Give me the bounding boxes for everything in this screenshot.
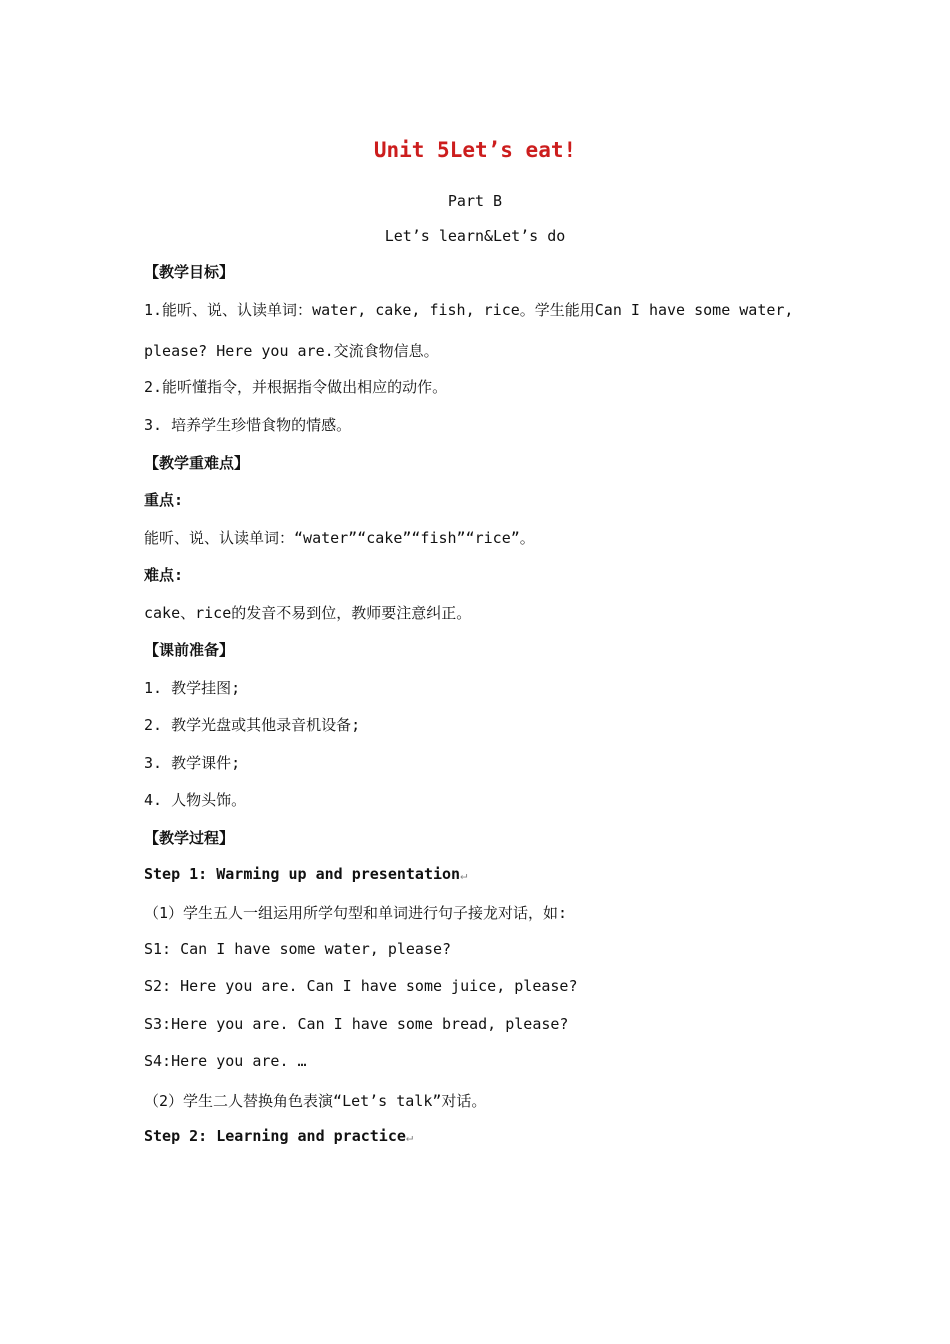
preparation-heading: 【课前准备】 <box>144 641 235 659</box>
difficult-label: 难点: <box>144 566 184 584</box>
objective-2: 2.能听懂指令，并根据指令做出相应的动作。 <box>144 378 448 396</box>
process-heading: 【教学过程】 <box>144 829 235 847</box>
objective-1-line-a: 1.能听、说、认读单词：water, cake, fish, rice。学生能用Can I have some water, <box>144 301 794 319</box>
paragraph-mark-icon: ↵ <box>460 868 468 882</box>
key-label: 重点: <box>144 491 184 509</box>
document-title: Unit 5Let’s eat! <box>373 138 577 162</box>
objectives-heading: 【教学目标】 <box>144 263 235 281</box>
dialogue-s3: S3:Here you are. Can I have some bread, please? <box>144 1015 569 1033</box>
objective-3: 3. 培养学生珍惜食物的情感。 <box>144 416 352 434</box>
dialogue-s2: S2: Here you are. Can I have some juice, please? <box>144 977 578 995</box>
dialogue-s4: S4:Here you are. … <box>144 1052 307 1070</box>
part-label: Part B <box>447 192 503 210</box>
step-2-heading <box>144 1127 413 1145</box>
process-paragraph-2: （2）学生二人替换角色表演“Let’s talk”对话。 <box>144 1092 487 1110</box>
prep-item-4: 4. 人物头饰。 <box>144 791 247 809</box>
step-1-text: Step 1: Warming up and presentation <box>144 865 461 883</box>
key-points-heading: 【教学重难点】 <box>144 454 250 472</box>
key-text: 能听、说、认读单词：“water”“cake”“fish”“rice”。 <box>144 529 535 547</box>
paragraph-mark-icon: ↵ <box>405 1130 414 1144</box>
process-paragraph-1: （1）学生五人一组运用所学句型和单词进行句子接龙对话，如: <box>144 904 568 922</box>
step-1-heading <box>144 865 467 883</box>
difficult-text: cake、rice的发音不易到位，教师要注意纠正。 <box>144 604 472 622</box>
dialogue-s1: S1: Can I have some water, please? <box>144 940 452 958</box>
prep-item-3: 3. 教学课件; <box>144 754 241 772</box>
prep-item-2: 2. 教学光盘或其他录音机设备; <box>144 716 361 734</box>
step-2-text: Step 2: Learning and practice <box>144 1127 406 1145</box>
objective-1-line-b: please? Here you are.交流食物信息。 <box>144 342 439 360</box>
lesson-subtitle: Let’s learn&Let’s do <box>384 227 566 245</box>
prep-item-1: 1. 教学挂图; <box>144 679 241 697</box>
